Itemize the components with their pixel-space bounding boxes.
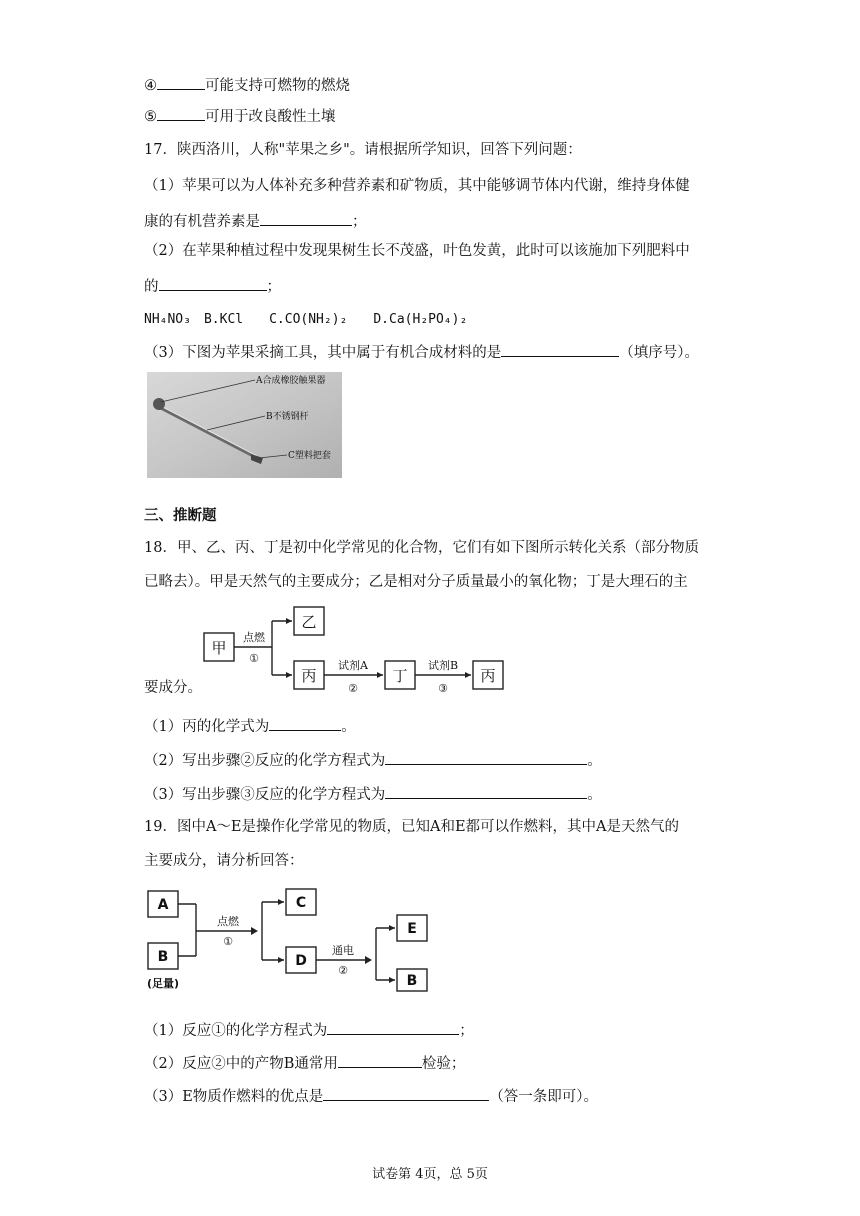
line-text: （3）写出步骤③反应的化学方程式为 [144, 787, 386, 803]
node-e: E [407, 921, 417, 937]
conversion-diagram-18 [200, 603, 510, 698]
node-yi: 乙 [301, 613, 317, 631]
arrow-step-3: ③ [438, 682, 448, 695]
question-19-line-a: 19．图中A～E是操作化学常见的物质，已知A和E都可以作燃料，其中A是天然气的 [144, 819, 680, 835]
line-text: ； [459, 1023, 474, 1039]
blank-field[interactable] [323, 1086, 489, 1101]
blank-field[interactable] [260, 211, 352, 226]
node-d: D [295, 953, 307, 969]
line-text: 的 [144, 279, 159, 295]
question-17-1-line-a: （1）苹果可以为人体补充多种营养素和矿物质，其中能够调节体内代谢，维持身体健 [144, 178, 690, 194]
arrow-step-1: ① [249, 652, 259, 665]
line-text: （填序号）。 [619, 345, 699, 361]
node-b: B [157, 949, 169, 965]
line-text: （1）反应①的化学方程式为 [144, 1023, 328, 1039]
blank-field[interactable] [157, 75, 205, 90]
photo-label-c: C塑料把套 [288, 451, 331, 461]
node-b-note: (足量) [146, 977, 180, 990]
arrow-step-1: ① [223, 935, 233, 948]
line-text: （答一条即可）。 [489, 1089, 599, 1105]
section-heading: 三、推断题 [144, 508, 217, 524]
answer-line-5 [144, 106, 336, 127]
node-bing-2: 丙 [480, 667, 496, 685]
line-text: 。 [587, 787, 602, 803]
page-footer: 试卷第 4页，总 5页 [372, 1167, 488, 1182]
blank-field[interactable] [385, 784, 587, 799]
question-18-3 [144, 784, 602, 805]
node-a: A [157, 897, 169, 913]
arrow-label-reagent-a: 试剂A [338, 659, 368, 672]
arrow-label-ignite: 点燃 [217, 915, 239, 928]
line-text: 康的有机营养素是 [144, 214, 260, 230]
question-17-2-line-b [144, 276, 281, 297]
question-18-1 [144, 716, 356, 737]
answer-line-4 [144, 75, 350, 96]
blank-field[interactable] [338, 1053, 422, 1068]
blank-field[interactable] [327, 1020, 459, 1035]
question-17-2-line-a: （2）在苹果种植过程中发现果树生长不茂盛，叶色发黄，此时可以该施加下列肥料中 [144, 243, 690, 259]
arrow-step-2: ② [348, 682, 358, 695]
question-18-2 [144, 750, 602, 771]
photo-label-b: B不锈钢杆 [266, 412, 309, 422]
question-18-line-a: 18．甲、乙、丙、丁是初中化学常见的化合物，它们有如下图所示转化关系（部分物质 [144, 540, 699, 556]
arrow-label-ignite: 点燃 [243, 631, 265, 644]
fertilizer-options: NH₄NO₃ B.KCl C.CO(NH₂)₂ D.Ca(H₂PO₄)₂ [144, 312, 468, 327]
conversion-diagram-19 [144, 885, 444, 995]
arrow-label-electrolysis: 通电 [332, 944, 354, 957]
question-18-line-b: 已略去）。甲是天然气的主要成分；乙是相对分子质量最小的氧化物；丁是大理石的主 [144, 574, 688, 590]
question-17-3 [144, 342, 699, 363]
line-text: （3）下图为苹果采摘工具，其中属于有机合成材料的是 [144, 345, 502, 361]
question-18-line-c: 要成分。 [144, 680, 202, 696]
question-17: 17．陕西洛川，人称"苹果之乡"。请根据所学知识，回答下列问题： [144, 142, 582, 158]
question-19-1 [144, 1020, 474, 1041]
question-19-3 [144, 1086, 598, 1107]
arrow-label-reagent-b: 试剂B [427, 659, 459, 672]
arrow-step-2: ② [338, 964, 348, 977]
line-text: 。 [341, 719, 356, 735]
circled-number-5: ⑤ [144, 109, 157, 125]
circled-number-4: ④ [144, 78, 157, 94]
blank-field[interactable] [269, 716, 341, 731]
line-text: （1）丙的化学式为 [144, 719, 270, 735]
blank-field[interactable] [157, 106, 205, 121]
question-17-1-line-b [144, 211, 367, 232]
blank-field[interactable] [385, 750, 587, 765]
line-text: 可用于改良酸性土壤 [205, 109, 336, 125]
photo-label-a: A合成橡胶触果器 [256, 376, 326, 386]
line-text: 检验； [421, 1056, 466, 1072]
node-ding: 丁 [392, 667, 408, 685]
line-text: （2）反应②中的产物B通常用 [144, 1056, 338, 1072]
line-text: 。 [587, 753, 602, 769]
line-text: （2）写出步骤②反应的化学方程式为 [144, 753, 386, 769]
line-text: （3）E物质作燃料的优点是 [144, 1089, 324, 1105]
line-text: 可能支持可燃物的燃烧 [205, 78, 350, 94]
question-19-2 [144, 1053, 465, 1074]
line-text: ； [266, 279, 281, 295]
node-c: C [295, 895, 307, 911]
question-19-line-b: 主要成分，请分析回答： [144, 853, 304, 869]
line-text: ； [352, 214, 367, 230]
node-jia: 甲 [211, 639, 227, 657]
apple-picker-photo [147, 372, 342, 478]
node-b-product: B [406, 973, 418, 989]
node-bing: 丙 [301, 667, 317, 685]
blank-field[interactable] [501, 342, 619, 357]
blank-field[interactable] [159, 276, 267, 291]
